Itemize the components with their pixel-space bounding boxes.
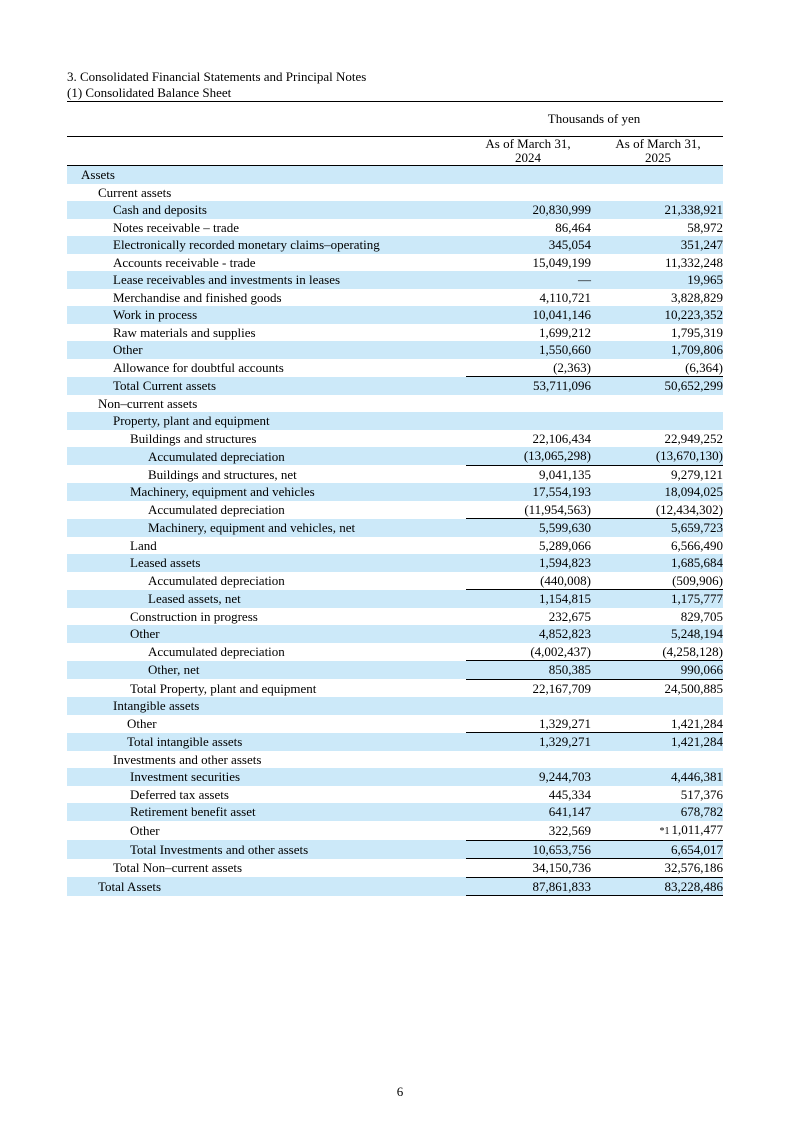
value-2024: 17,554,193 xyxy=(465,483,595,501)
value-2024: 445,334 xyxy=(548,786,591,802)
table-row xyxy=(67,430,723,448)
subsection-title: (1) Consolidated Balance Sheet xyxy=(67,85,232,100)
row-label: Intangible assets xyxy=(67,697,465,715)
section-title: 3. Consolidated Financial Statements and Principal Notes xyxy=(67,69,367,84)
table-row xyxy=(67,821,723,841)
value-2025: 6,654,017 xyxy=(595,840,723,859)
row-label: Property, plant and equipment xyxy=(67,412,465,430)
units-label: Thousands of yen xyxy=(547,111,641,126)
row-label: Cash and deposits xyxy=(67,201,465,219)
table-row xyxy=(67,236,723,254)
value-2024: 15,049,199 xyxy=(532,254,591,270)
value-2025: 6,566,490 xyxy=(671,537,723,553)
table-row xyxy=(67,359,723,377)
row-label: Electronically recorded monetary claims–operating xyxy=(67,236,465,254)
row-label: Allowance for doubtful accounts xyxy=(113,360,284,375)
value-2024: (13,065,298) xyxy=(465,447,595,465)
value-2024: 1,154,815 xyxy=(465,590,595,608)
row-label: Total Investments and other assets xyxy=(67,840,465,859)
value-2025: 18,094,025 xyxy=(595,483,723,501)
table-row xyxy=(67,679,723,697)
value-2025: 517,376 xyxy=(680,786,723,802)
value-2024 xyxy=(465,412,595,430)
value-2025: 678,782 xyxy=(595,803,723,821)
value-2024: 641,147 xyxy=(465,803,595,821)
table-row xyxy=(67,201,723,219)
value-2025: 1,685,684 xyxy=(595,554,723,572)
table-row xyxy=(67,859,723,878)
value-2025: 1,421,284 xyxy=(595,733,723,751)
table-row xyxy=(67,219,723,237)
value-2024 xyxy=(465,184,595,202)
value-2024: (2,363) xyxy=(553,359,591,375)
table-row xyxy=(67,166,723,184)
value-2024: (440,008) xyxy=(540,572,591,588)
value-2024 xyxy=(465,395,595,413)
column-header-2024: As of March 31, 2024 xyxy=(485,136,571,165)
value-2024: 1,329,271 xyxy=(465,733,595,751)
row-label: Other xyxy=(127,716,157,731)
row-label: Raw materials and supplies xyxy=(113,324,256,340)
value-2024: 4,110,721 xyxy=(539,289,591,305)
value-2025: 10,223,352 xyxy=(595,306,723,324)
value-2025: 24,500,885 xyxy=(595,679,723,697)
table-row xyxy=(67,643,723,661)
table-row xyxy=(67,465,723,483)
table-row xyxy=(67,554,723,572)
value-2025: 5,659,723 xyxy=(595,519,723,537)
table-row xyxy=(67,254,723,272)
row-label: Merchandise and finished goods xyxy=(113,289,282,305)
value-2024: 9,041,135 xyxy=(465,465,595,483)
row-label: Machinery, equipment and vehicles, net xyxy=(67,519,465,537)
value-2025 xyxy=(595,184,723,202)
table-row xyxy=(67,341,723,359)
value-2025 xyxy=(595,166,723,184)
value-2024: 22,167,709 xyxy=(465,679,595,697)
value-2025: 9,279,121 xyxy=(595,465,723,483)
table-row xyxy=(67,697,723,715)
value-2025: *1 1,011,477 xyxy=(659,821,723,837)
table-row xyxy=(67,572,723,590)
value-2024 xyxy=(465,166,595,184)
table-row xyxy=(67,483,723,501)
value-2025: 50,652,299 xyxy=(595,377,723,395)
column-header-2025: As of March 31, 2025 xyxy=(615,136,701,165)
table-row xyxy=(67,184,723,202)
value-2024: 1,594,823 xyxy=(465,554,595,572)
row-label: Other xyxy=(67,341,465,359)
row-label: Accumulated depreciation xyxy=(148,573,285,588)
row-label: Accumulated depreciation xyxy=(148,502,285,517)
row-label: Land xyxy=(130,537,157,553)
table-row xyxy=(67,271,723,289)
table-row xyxy=(67,590,723,608)
value-2024: 322,569 xyxy=(548,822,591,838)
page-number: 6 xyxy=(396,1084,404,1099)
row-label: Total Assets xyxy=(67,877,465,896)
table-row xyxy=(67,786,723,804)
row-label: Investment securities xyxy=(67,768,465,786)
value-2024: 20,830,999 xyxy=(465,201,595,219)
value-2025: 5,248,194 xyxy=(595,625,723,643)
row-label: Notes receivable – trade xyxy=(113,219,239,235)
row-label: Lease receivables and investments in leases xyxy=(67,271,465,289)
value-2025: 1,421,284 xyxy=(671,715,723,731)
table-row xyxy=(67,519,723,537)
value-2025: (509,906) xyxy=(672,572,723,588)
row-label: Current assets xyxy=(98,184,172,200)
table-row xyxy=(67,412,723,430)
table-row xyxy=(67,395,723,413)
value-2025: 4,446,381 xyxy=(595,768,723,786)
value-2024: 87,861,833 xyxy=(465,877,595,896)
table-row xyxy=(67,715,723,733)
row-label: Leased assets, net xyxy=(67,590,465,608)
row-label: Construction in progress xyxy=(130,608,258,624)
row-label: Total Current assets xyxy=(67,377,465,395)
value-2025: 1,175,777 xyxy=(595,590,723,608)
table-row xyxy=(67,608,723,626)
table-row xyxy=(67,324,723,342)
row-label: Deferred tax assets xyxy=(130,786,229,802)
row-label: Other, net xyxy=(67,661,465,680)
value-2024: 1,699,212 xyxy=(539,324,591,340)
value-2025 xyxy=(595,395,723,413)
row-label: Investments and other assets xyxy=(113,751,262,767)
table-row xyxy=(67,751,723,769)
table-row xyxy=(67,289,723,307)
value-2024: 22,106,434 xyxy=(532,430,591,446)
value-2024: 345,054 xyxy=(465,236,595,254)
statement-heading xyxy=(67,69,723,101)
note-reference: *1 xyxy=(659,825,670,837)
row-label: Other xyxy=(67,625,465,643)
row-label: Total Property, plant and equipment xyxy=(130,680,317,696)
table-row xyxy=(67,501,723,519)
value-2024: (11,954,563) xyxy=(524,501,591,517)
table-row xyxy=(67,877,723,896)
value-2025: 32,576,186 xyxy=(595,859,723,878)
value-2025: 58,972 xyxy=(687,219,723,235)
balance-sheet-body xyxy=(67,166,723,896)
balance-sheet-table xyxy=(67,166,723,896)
row-label: Retirement benefit asset xyxy=(67,803,465,821)
value-2025: 990,066 xyxy=(595,661,723,680)
value-2025: 351,247 xyxy=(595,236,723,254)
table-row xyxy=(67,447,723,465)
table-row xyxy=(67,377,723,395)
value-2025: (12,434,302) xyxy=(655,501,723,517)
value-2025: 21,338,921 xyxy=(595,201,723,219)
row-label: Accounts receivable - trade xyxy=(113,254,256,270)
row-label: Non–current assets xyxy=(98,395,198,411)
value-2024: 34,150,736 xyxy=(465,859,595,878)
table-row xyxy=(67,733,723,751)
row-label: Total Non–current assets xyxy=(113,860,243,876)
value-2024: 5,289,066 xyxy=(539,537,591,553)
value-2024: 10,041,146 xyxy=(465,306,595,324)
value-2025: (6,364) xyxy=(685,359,723,375)
row-label: Work in process xyxy=(67,306,465,324)
row-label: Machinery, equipment and vehicles xyxy=(67,483,465,501)
row-label: Accumulated depreciation xyxy=(67,447,465,465)
table-row xyxy=(67,625,723,643)
heading-divider xyxy=(67,101,723,102)
value-2025: (13,670,130) xyxy=(595,447,723,465)
value-2025: 19,965 xyxy=(595,271,723,289)
row-label: Other xyxy=(130,822,160,838)
row-label: Leased assets xyxy=(67,554,465,572)
value-2024: 5,599,630 xyxy=(465,519,595,537)
value-2024: 850,385 xyxy=(465,661,595,680)
value-2025: 829,705 xyxy=(680,608,723,624)
value-2024: (4,002,437) xyxy=(530,643,591,659)
value-2024 xyxy=(465,751,595,769)
value-2025: 3,828,829 xyxy=(671,289,723,305)
value-2024: 1,329,271 xyxy=(539,715,591,731)
table-row xyxy=(67,803,723,821)
value-2025: 83,228,486 xyxy=(595,877,723,896)
value-2024: — xyxy=(465,271,595,289)
value-2024: 86,464 xyxy=(555,219,591,235)
row-label: Buildings and structures xyxy=(130,430,257,446)
value-2025: 1,795,319 xyxy=(671,324,723,340)
value-2025 xyxy=(595,751,723,769)
row-label: Accumulated depreciation xyxy=(148,644,285,659)
table-row xyxy=(67,768,723,786)
value-2025: 1,709,806 xyxy=(595,341,723,359)
value-2025 xyxy=(595,697,723,715)
value-2024: 10,653,756 xyxy=(465,840,595,859)
value-2025: (4,258,128) xyxy=(662,643,723,659)
row-label: Total intangible assets xyxy=(67,733,465,751)
value-2024: 53,711,096 xyxy=(465,377,595,395)
row-label: Assets xyxy=(67,166,465,184)
table-row xyxy=(67,306,723,324)
value-2025 xyxy=(595,412,723,430)
value-2024: 9,244,703 xyxy=(465,768,595,786)
value-2024: 4,852,823 xyxy=(465,625,595,643)
row-label: Buildings and structures, net xyxy=(148,466,297,482)
value-2024 xyxy=(465,697,595,715)
value-2025: 11,332,248 xyxy=(664,254,723,270)
value-2025: 22,949,252 xyxy=(664,430,723,446)
table-row xyxy=(67,840,723,859)
table-row xyxy=(67,661,723,680)
value-2024: 232,675 xyxy=(548,608,591,624)
value-2024: 1,550,660 xyxy=(465,341,595,359)
table-row xyxy=(67,537,723,555)
